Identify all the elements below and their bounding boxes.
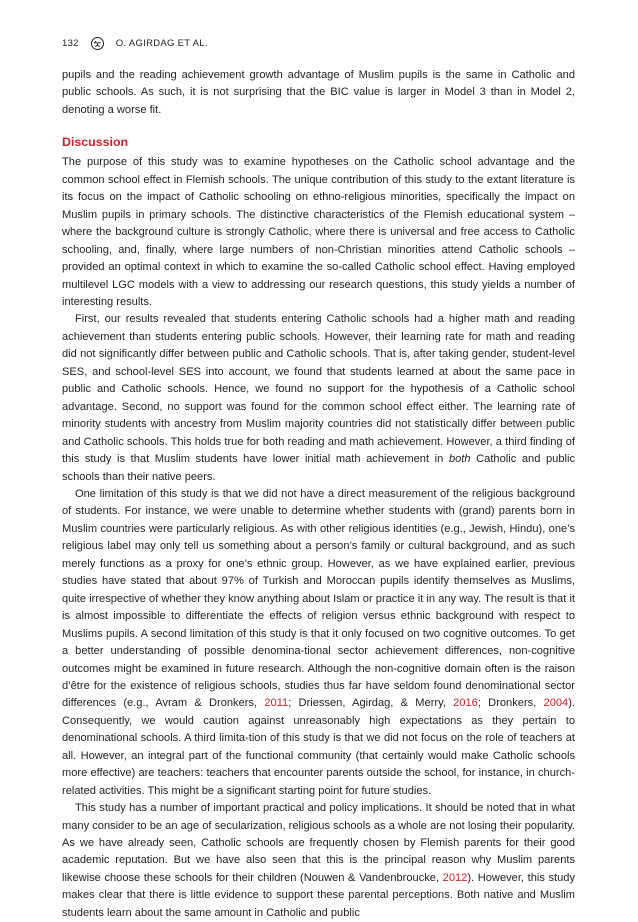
paragraph-2-text-a: First, our results revealed that students entering Catholic schools had a higher math and reading achievement than students entering public schools. However, their learning rate for math and reading did not significantly differ between public and Catholic schools. That is, after taking gender, student-level SES, and school-level SES into account, we found that students learned at about the same pace in public and Catholic schools. Hence, we found no support for the hypothesis of a Catholic school advantage. Second, no support was found for the common school effect either. The learning rate of minority students with ancestry from Muslim majority countries did not statistically differ between public and Catholic schools. This holds true for both reading and math achievement. However, a third finding of this study is that Muslim students have lower initial math achievement in (62, 313, 575, 466)
section-heading: Discussion (62, 135, 129, 150)
paragraph-4-text-b: ). However, this study makes clear that there is little evidence to support these parental perceptions. Both native and Muslim students learn about the same amount in Catholic and public (62, 871, 576, 919)
paragraph-4 (62, 800, 575, 922)
publisher-logo-icon (91, 37, 104, 50)
paragraph-1: The purpose of this study was to examine hypotheses on the Catholic school advantage and the common school effect in Flemish schools. The unique contribution of this study to the extant literature is its focus on the impact of Catholic schooling on ethno-religious minorities, specifically the impact on Muslim pupils in primary schools. The distinctive characteristics of the Flemish educational system – where the background culture is strongly Catholic, where there is universal and free access to Catholic schooling, and, finally, where large numbers of non-Christian minorities attend Catholic schools – provided an optimal context in which to examine the so-called Catholic school effect. Having employed multilevel LGC models with a view to addressing our research questions, this study yields a number of interesting results. (62, 156, 575, 308)
paragraph-continued: pupils and the reading achievement growth advantage of Muslim pupils is the same in Catholic and public schools. As such, it is not surprising that the BIC value is larger in Model 3 than in Model 2, denoting a worse fit. (62, 69, 575, 116)
citation-link[interactable]: 2004 (543, 697, 569, 710)
paragraph-2-emphasis: both (448, 453, 471, 466)
citation-link[interactable]: 2011 (264, 697, 289, 710)
page-number: 132 (62, 37, 79, 49)
paragraph-4-text-a: This study has a number of important practical and policy implications. It should be noted that in what many consider to be an age of secularization, religious schools as a whole are not losing their popularity. As we have already seen, Catholic schools are frequently chosen by Flemish parents for their good academic reputation. But we have also seen that this is the principal reason why Muslim parents likewise choose these schools for their children (Nouwen & Vandenbroucke, (62, 802, 575, 884)
article-body (62, 67, 575, 922)
paragraph-2 (62, 311, 575, 486)
citation-link[interactable]: 2012 (442, 871, 468, 884)
paragraph-2-text-b: Catholic and public schools than their native peers. (62, 453, 575, 483)
citation-link[interactable]: 2016 (453, 697, 478, 710)
paragraph-3-text-c: ; Dronkers, (477, 697, 544, 710)
running-head: O. AGIRDAG ET AL. (115, 37, 208, 49)
running-header (62, 36, 208, 50)
paragraph-3-text-a: One limitation of this study is that we did not have a direct measurement of the religious background of students. For instance, we were unable to determine whether students with (grand) parents born in Muslim countries were particularly religious. As with other religious identities (e.g., Jewish, Hindu), one’s religious label may only tell us something about a person’s family or cultural background, and as such merely functions as a proxy for one’s ethnic group. However, as we have explained earlier, previous studies have stated that about 97% of Turkish and Moroccan pupils identify themselves as Muslims, quite irrespective of whether they know anything about Islam or practice it in any way. The result is that it is almost impossible to differentiate the effects of religion versus ethnic background with respect to Muslims pupils. A second limitation of this study is that it only focused on two cognitive outcomes. To get a better understanding of possible denomina-tional sector achievement differences, non-cognitive outcomes might be examined in future research. Although the non-cognitive domain often is the raison d’être for the existence of religious schools, studies thus far have seldom found denominational sector differences (e.g., Avram & Dronkers, (62, 487, 575, 710)
paragraph-3-text-d: ). Consequently, we would caution against unreasonably high expectations as they pertain to denominational schools. A third limita-tion of this study is that we did not focus on the role of teachers at all. However, an integral part of the functional community (that certainly would make Catholic schools more effective) are teachers: teachers that encounter parents outside the school, for instance, in church-related activities. This might be a significant starting point for future studies. (62, 697, 575, 797)
paragraph-3 (62, 486, 575, 800)
paragraph-3-text-b: ; Driessen, Agirdag, & Merry, (288, 697, 454, 710)
